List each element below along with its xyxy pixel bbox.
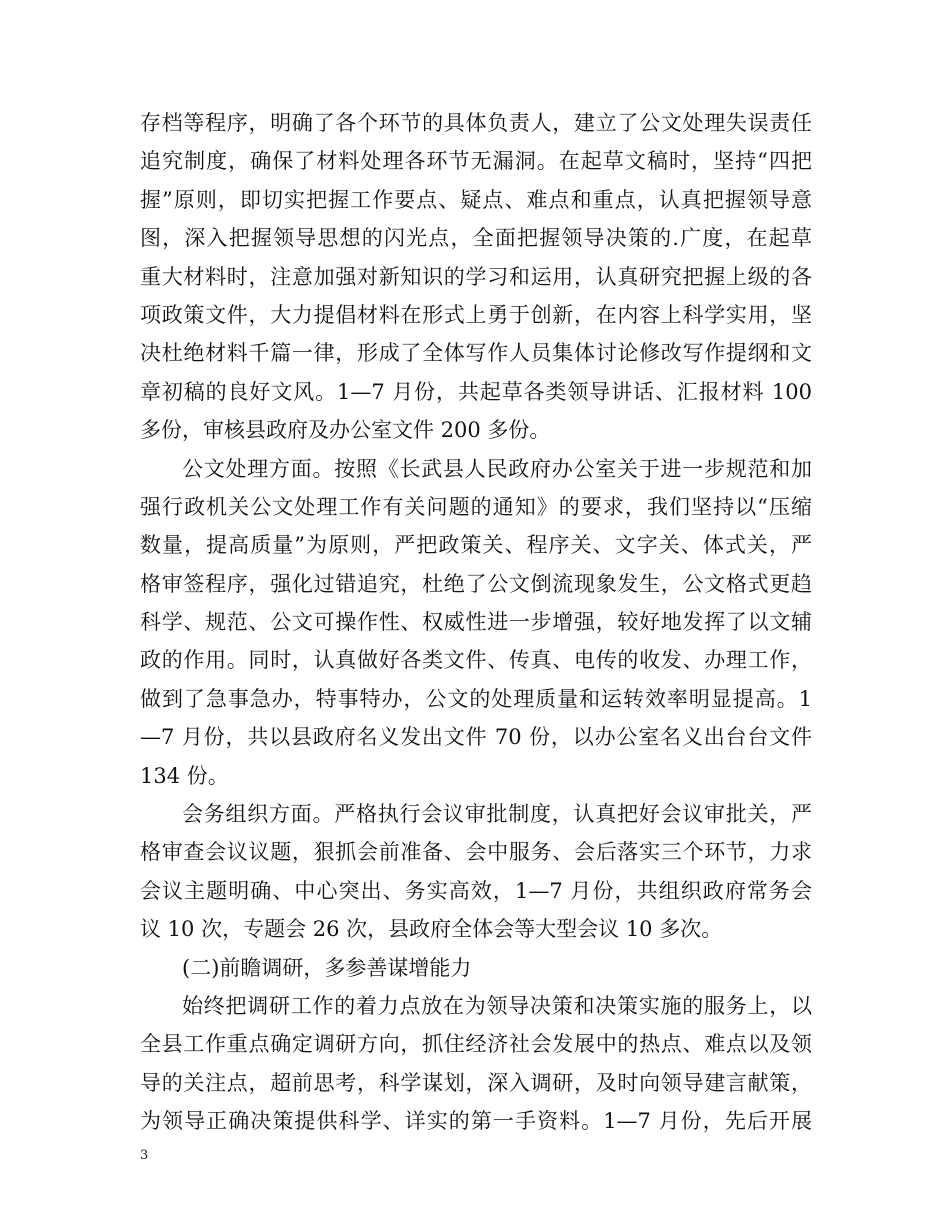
text-line: 做到了急事急办，特事特办，公文的处理质量和运转效率明显提高。1 bbox=[140, 686, 812, 711]
section-heading bbox=[140, 949, 812, 987]
body-text bbox=[140, 104, 812, 1141]
text-line: 决杜绝材料千篇一律，形成了全体写作人员集体讨论修改写作提纲和文 bbox=[140, 341, 812, 366]
text-line: 数量，提高质量”为原则，严把政策关、程序关、文字关、体式关，严 bbox=[140, 533, 812, 558]
text-line: 章初稿的良好文风。1—7 月份，共起草各类领导讲话、汇报材料 100 bbox=[140, 379, 812, 404]
text-line: 议 10 次，专题会 26 次，县政府全体会等大型会议 10 多次。 bbox=[140, 917, 723, 942]
text-line: 导的关注点，超前思考，科学谋划，深入调研，及时向领导建言献策， bbox=[140, 1070, 812, 1095]
text-line: 会议主题明确、中心突出、务实高效，1—7 月份，共组织政府常务会 bbox=[140, 878, 812, 903]
text-line: 会务组织方面。严格执行会议审批制度，认真把好会议审批关，严 bbox=[182, 802, 812, 827]
text-line: 握”原则，即切实把握工作要点、疑点、难点和重点，认真把握领导意 bbox=[140, 187, 812, 212]
text-line: 项政策文件，大力提倡材料在形式上勇于创新，在内容上科学实用，坚 bbox=[140, 302, 812, 327]
text-line: 重大材料时，注意加强对新知识的学习和运用，认真研究把握上级的各 bbox=[140, 264, 812, 289]
text-line: 图，深入把握领导思想的闪光点，全面把握领导决策的.广度，在起草 bbox=[140, 226, 812, 251]
text-line: 格审签程序，强化过错追究，杜绝了公文倒流现象发生，公文格式更趋 bbox=[140, 571, 812, 596]
text-line: 强行政机关公文处理工作有关问题的通知》的要求，我们坚持以“压缩 bbox=[140, 494, 812, 519]
text-line: 格审查会议议题，狠抓会前准备、会中服务、会后落实三个环节，力求 bbox=[140, 840, 812, 865]
text-line: 全县工作重点确定调研方向，抓住经济社会发展中的热点、难点以及领 bbox=[140, 1032, 812, 1057]
text-line: 政的作用。同时，认真做好各类文件、传真、电传的收发、办理工作， bbox=[140, 648, 812, 673]
text-line: 公文处理方面。按照《长武县人民政府办公室关于进一步规范和加 bbox=[182, 456, 812, 481]
paragraph-meeting-organization bbox=[140, 795, 812, 949]
text-line: 科学、规范、公文可操作性、权威性进一步增强，较好地发挥了以文辅 bbox=[140, 610, 812, 635]
section-heading-text: (二)前瞻调研，多参善谋增能力 bbox=[182, 955, 472, 980]
text-line: 追究制度，确保了材料处理各环节无漏洞。在起草文稿时，坚持“四把 bbox=[140, 149, 812, 174]
text-line: 存档等程序，明确了各个环节的具体负责人，建立了公文处理失误责任 bbox=[140, 111, 812, 135]
text-line: —7 月份，共以县政府名义发出文件 70 份，以办公室名义出台台文件 bbox=[140, 725, 812, 750]
paragraph-drafting bbox=[140, 104, 812, 450]
text-line: 134 份。 bbox=[140, 763, 229, 788]
paragraph-document-processing bbox=[140, 450, 812, 796]
text-line: 始终把调研工作的着力点放在为领导决策和决策实施的服务上，以 bbox=[182, 993, 812, 1018]
text-line: 多份，审核县政府及办公室文件 200 多份。 bbox=[140, 418, 551, 443]
paragraph-research bbox=[140, 987, 812, 1141]
text-line: 为领导正确决策提供科学、详实的第一手资料。1—7 月份，先后开展 bbox=[140, 1109, 812, 1134]
page-number: 3 bbox=[140, 1148, 149, 1163]
